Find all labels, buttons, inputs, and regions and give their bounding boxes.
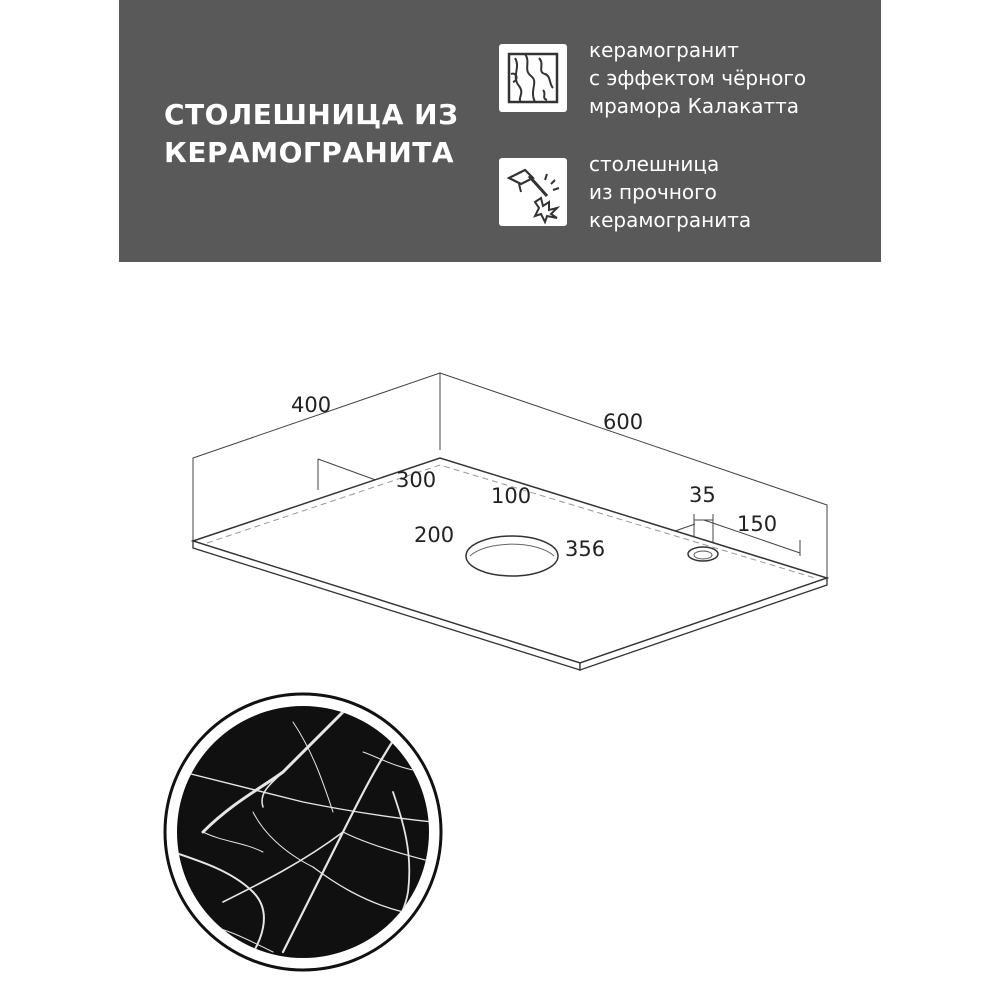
dimension-tap-offset-side: 150 — [737, 512, 778, 536]
title-line-2: КЕРАМОГРАНИТА — [164, 136, 455, 169]
feature-strength-line-1: столешница — [589, 152, 720, 176]
dimension-basin-offset-side: 200 — [414, 523, 455, 547]
dimension-basin-to-tap: 356 — [565, 537, 606, 561]
basin-hole — [466, 536, 558, 576]
feature-marble-line-1: керамогранит — [589, 38, 739, 62]
dimension-basin-diameter: 100 — [491, 484, 532, 508]
dimension-width: 600 — [603, 410, 644, 434]
feature-marble-line-2: с эффектом чёрного — [589, 66, 807, 90]
dimension-basin-offset-back: 300 — [396, 468, 437, 492]
marble-sample — [163, 692, 443, 972]
dimension-tap-diameter: 35 — [689, 483, 716, 507]
feature-marble-line-3: мрамора Калакатта — [589, 94, 800, 118]
title-line-1: СТОЛЕШНИЦА ИЗ — [164, 98, 459, 131]
feature-strength-line-3: керамогранита — [589, 208, 752, 232]
dimension-depth: 400 — [291, 393, 332, 417]
feature-strength-line-2: из прочного — [589, 180, 717, 204]
